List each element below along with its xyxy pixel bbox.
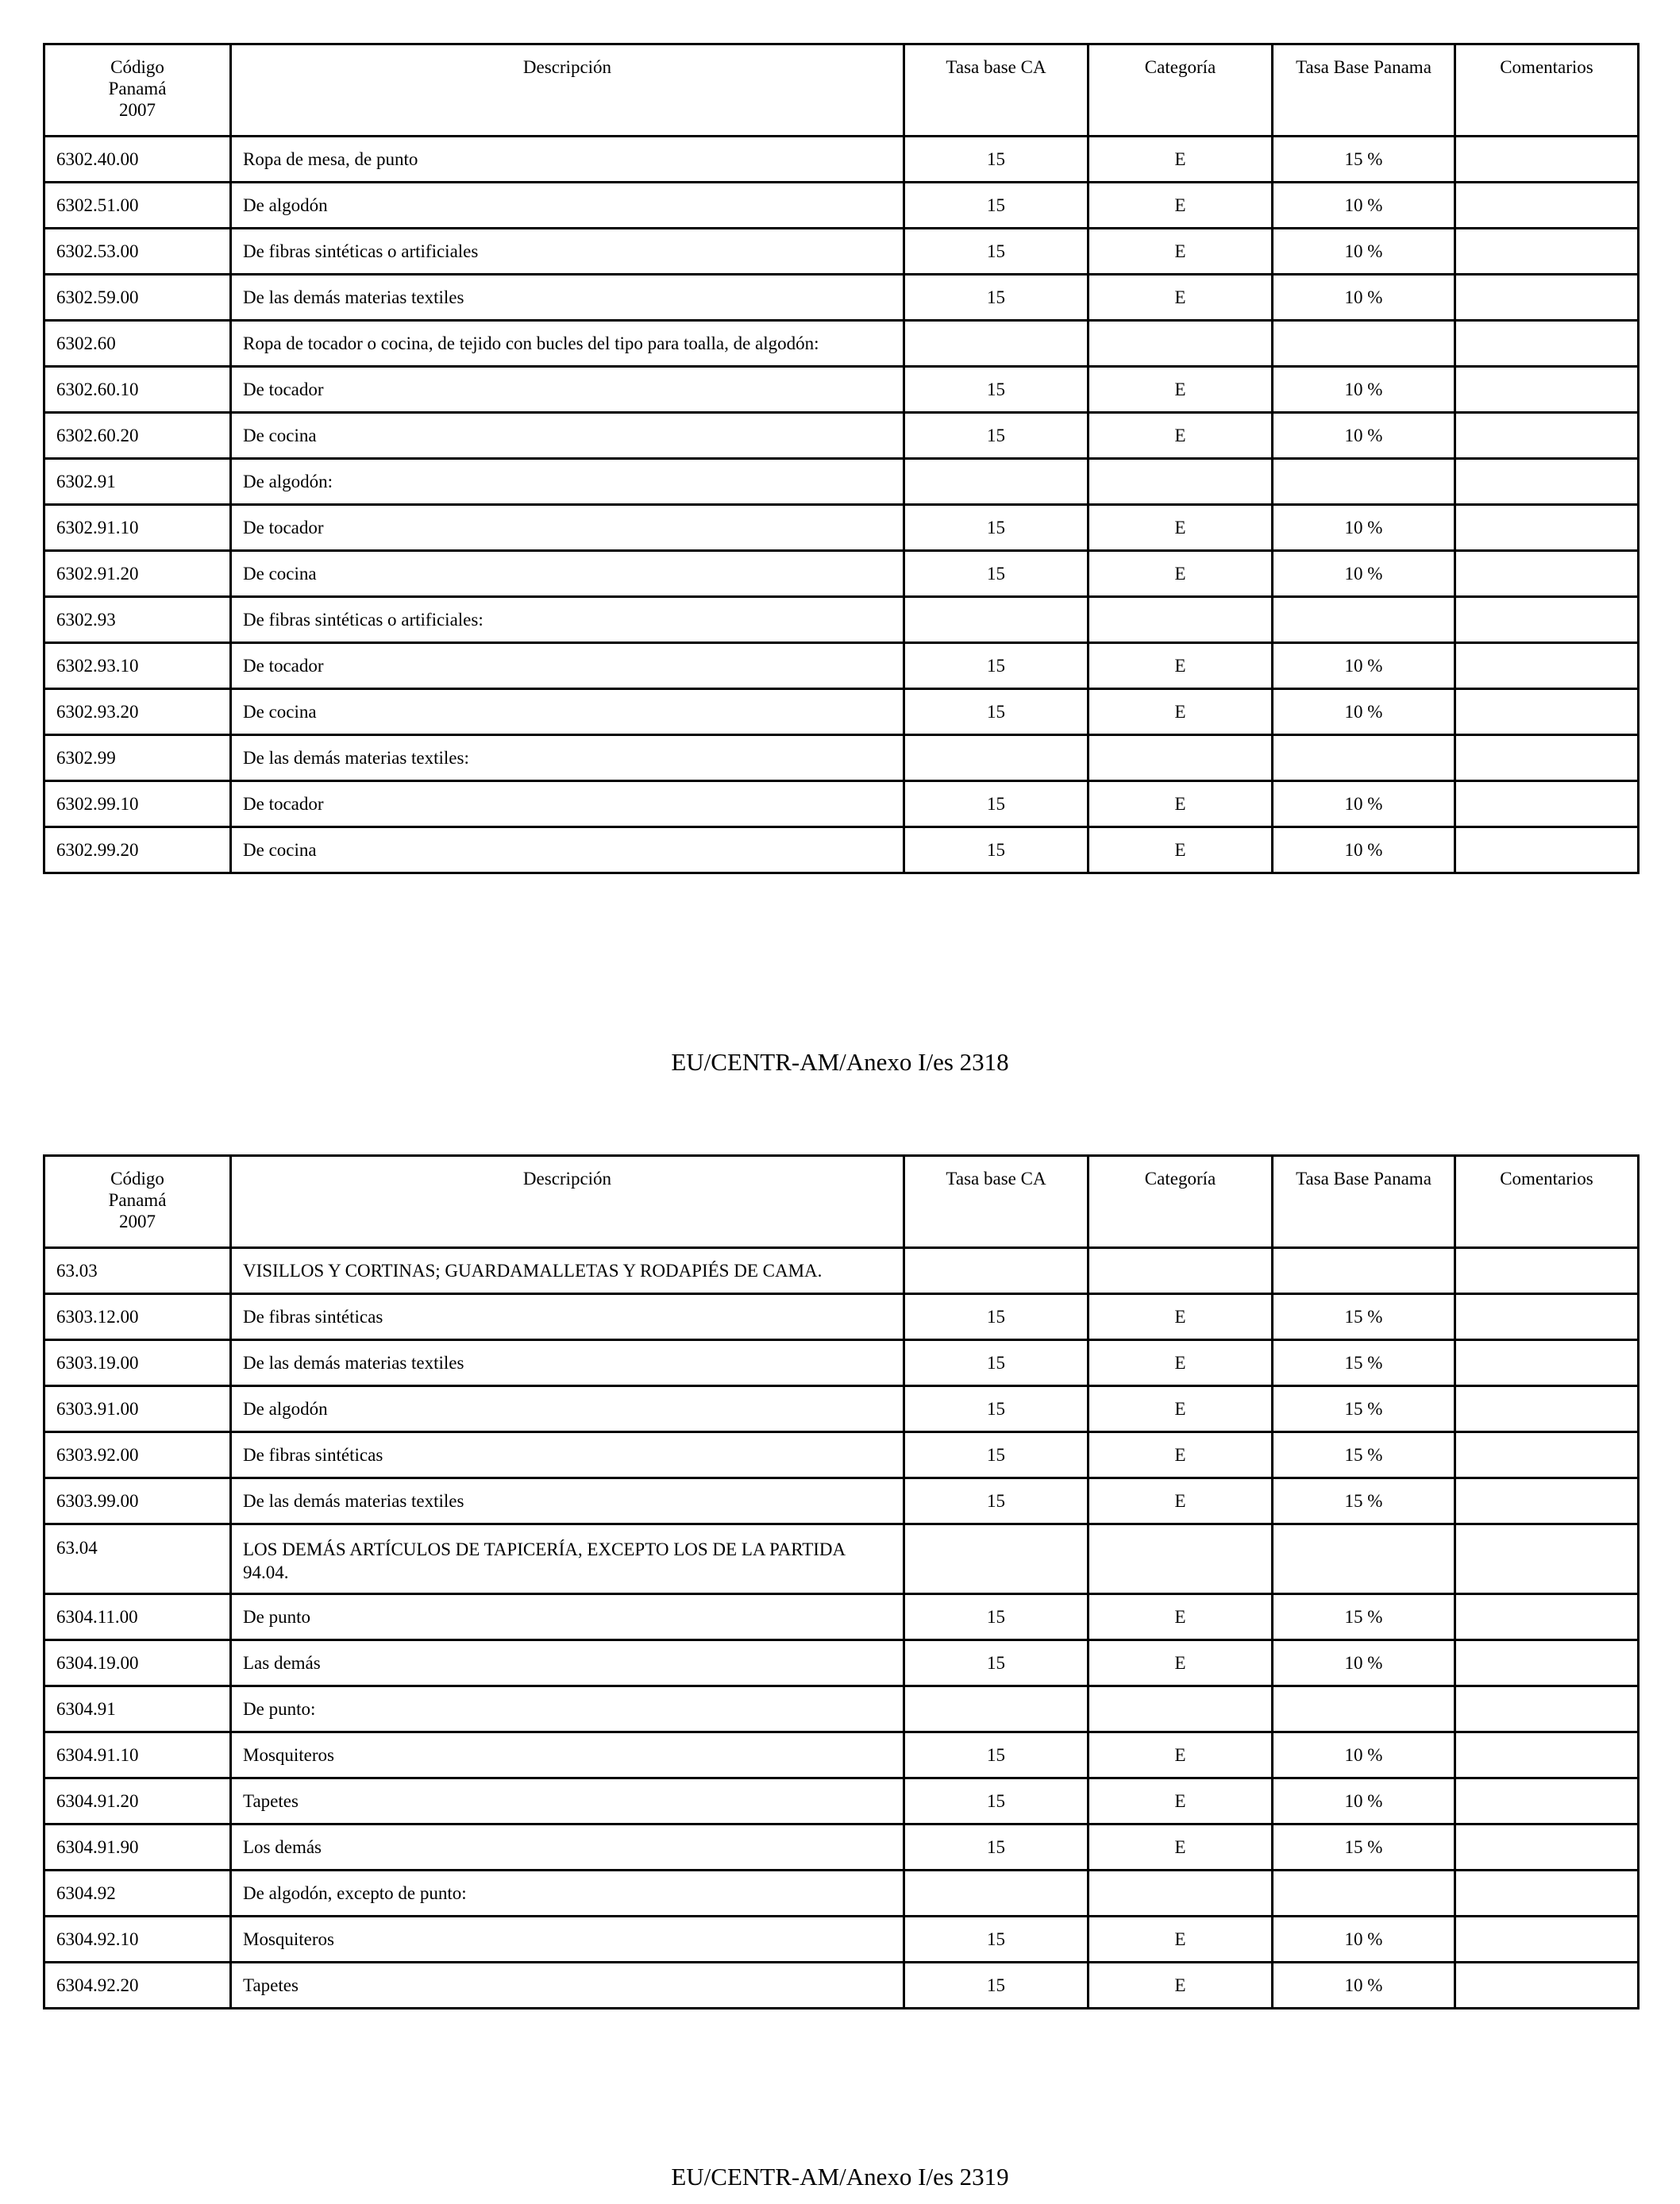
table-row [44, 1963, 1639, 2009]
cell-base-rate-panama: 10 % [1273, 183, 1455, 229]
cell-comments [1455, 551, 1639, 597]
cell-code: 6303.12.00 [44, 1294, 231, 1340]
cell-base-rate-ca: 15 [904, 1640, 1089, 1686]
table-row [44, 1294, 1639, 1340]
cell-description: De punto: [231, 1686, 904, 1732]
cell-category [1089, 735, 1273, 781]
cell-base-rate-ca: 15 [904, 1340, 1089, 1386]
cell-code: 6302.53.00 [44, 229, 231, 275]
cell-category: E [1089, 1340, 1273, 1386]
cell-description: De las demás materias textiles [231, 1478, 904, 1524]
cell-base-rate-panama: 15 % [1273, 1386, 1455, 1432]
header-code [44, 1156, 231, 1248]
cell-category [1089, 1524, 1273, 1594]
table-row [44, 1524, 1639, 1594]
table-row [44, 1386, 1639, 1432]
cell-category [1089, 321, 1273, 367]
cell-base-rate-panama: 10 % [1273, 413, 1455, 459]
table-row [44, 137, 1639, 183]
header-code-line: 2007 [119, 100, 156, 120]
table-row [44, 1917, 1639, 1963]
cell-base-rate-panama [1273, 1686, 1455, 1732]
cell-base-rate-panama: 10 % [1273, 367, 1455, 413]
table-row [44, 551, 1639, 597]
cell-code: 6302.99.10 [44, 781, 231, 827]
cell-base-rate-ca: 15 [904, 1594, 1089, 1640]
cell-description: De tocador [231, 643, 904, 689]
table-row [44, 321, 1639, 367]
table-row [44, 1432, 1639, 1478]
table-row [44, 689, 1639, 735]
table-header-row [44, 1156, 1639, 1248]
cell-description: De cocina [231, 413, 904, 459]
cell-base-rate-ca [904, 597, 1089, 643]
cell-code: 6303.92.00 [44, 1432, 231, 1478]
cell-code: 63.03 [44, 1248, 231, 1294]
cell-base-rate-ca [904, 1248, 1089, 1294]
cell-code: 6302.51.00 [44, 183, 231, 229]
cell-code: 6302.60.20 [44, 413, 231, 459]
cell-base-rate-panama: 15 % [1273, 1294, 1455, 1340]
cell-category: E [1089, 643, 1273, 689]
cell-description: Tapetes [231, 1778, 904, 1824]
cell-base-rate-panama [1273, 321, 1455, 367]
cell-description: De las demás materias textiles [231, 1340, 904, 1386]
table-body [44, 1248, 1639, 2009]
cell-comments [1455, 1594, 1639, 1640]
table-row [44, 229, 1639, 275]
cell-category: E [1089, 781, 1273, 827]
cell-description: De fibras sintéticas [231, 1294, 904, 1340]
cell-description: De tocador [231, 505, 904, 551]
page-footer-1: EU/CENTR-AM/Anexo I/es 2318 [671, 1048, 1009, 1076]
cell-category: E [1089, 367, 1273, 413]
cell-base-rate-panama [1273, 1871, 1455, 1917]
cell-category [1089, 1686, 1273, 1732]
cell-comments [1455, 229, 1639, 275]
cell-comments [1455, 1778, 1639, 1824]
cell-code: 6304.92 [44, 1871, 231, 1917]
cell-code: 63.04 [44, 1524, 231, 1594]
table-row [44, 1594, 1639, 1640]
cell-comments [1455, 1917, 1639, 1963]
cell-description: LOS DEMÁS ARTÍCULOS DE TAPICERÍA, EXCEPTO LOS DE LA PARTIDA 94.04. [231, 1524, 904, 1594]
cell-description: Las demás [231, 1640, 904, 1686]
table-row [44, 643, 1639, 689]
cell-base-rate-ca: 15 [904, 413, 1089, 459]
table-row [44, 505, 1639, 551]
cell-base-rate-panama [1273, 1248, 1455, 1294]
cell-base-rate-panama: 10 % [1273, 275, 1455, 321]
cell-base-rate-panama [1273, 459, 1455, 505]
header-base-rate-ca: Tasa base CA [904, 44, 1089, 137]
cell-comments [1455, 459, 1639, 505]
cell-description: De algodón [231, 1386, 904, 1432]
cell-code: 6302.93.10 [44, 643, 231, 689]
cell-base-rate-panama: 10 % [1273, 1917, 1455, 1963]
table-row [44, 1478, 1639, 1524]
header-code-line: Código [110, 1169, 164, 1189]
cell-code: 6304.11.00 [44, 1594, 231, 1640]
cell-base-rate-ca: 15 [904, 183, 1089, 229]
cell-comments [1455, 1386, 1639, 1432]
cell-category: E [1089, 1432, 1273, 1478]
cell-code: 6302.60.10 [44, 367, 231, 413]
cell-base-rate-ca: 15 [904, 1478, 1089, 1524]
cell-category: E [1089, 551, 1273, 597]
cell-base-rate-ca [904, 1524, 1089, 1594]
cell-description: Mosquiteros [231, 1732, 904, 1778]
cell-comments [1455, 1248, 1639, 1294]
cell-base-rate-ca: 15 [904, 1824, 1089, 1871]
cell-base-rate-ca: 15 [904, 827, 1089, 873]
cell-category [1089, 1248, 1273, 1294]
table-row [44, 1732, 1639, 1778]
header-category: Categoría [1089, 44, 1273, 137]
cell-category: E [1089, 1294, 1273, 1340]
page-footer-2: EU/CENTR-AM/Anexo I/es 2319 [671, 2163, 1009, 2191]
cell-category: E [1089, 1824, 1273, 1871]
cell-base-rate-panama: 10 % [1273, 689, 1455, 735]
table-row [44, 597, 1639, 643]
cell-category: E [1089, 1778, 1273, 1824]
cell-comments [1455, 1432, 1639, 1478]
table-row [44, 183, 1639, 229]
cell-base-rate-ca: 15 [904, 1963, 1089, 2009]
header-category: Categoría [1089, 1156, 1273, 1248]
cell-code: 6302.99 [44, 735, 231, 781]
table-row [44, 1248, 1639, 1294]
cell-description: Ropa de tocador o cocina, de tejido con bucles del tipo para toalla, de algodón: [231, 321, 904, 367]
cell-category [1089, 1871, 1273, 1917]
header-base-rate-panama: Tasa Base Panama [1273, 1156, 1455, 1248]
cell-comments [1455, 781, 1639, 827]
cell-category: E [1089, 1478, 1273, 1524]
cell-code: 6302.60 [44, 321, 231, 367]
header-base-rate-panama: Tasa Base Panama [1273, 44, 1455, 137]
table-row [44, 827, 1639, 873]
cell-base-rate-panama: 10 % [1273, 1963, 1455, 2009]
cell-category: E [1089, 1963, 1273, 2009]
table-row [44, 781, 1639, 827]
cell-comments [1455, 275, 1639, 321]
cell-comments [1455, 367, 1639, 413]
cell-description: De punto [231, 1594, 904, 1640]
cell-base-rate-ca [904, 735, 1089, 781]
cell-category: E [1089, 689, 1273, 735]
cell-code: 6302.59.00 [44, 275, 231, 321]
cell-category: E [1089, 229, 1273, 275]
cell-comments [1455, 1824, 1639, 1871]
cell-comments [1455, 505, 1639, 551]
cell-base-rate-panama [1273, 735, 1455, 781]
cell-description: De algodón: [231, 459, 904, 505]
cell-base-rate-panama: 15 % [1273, 1594, 1455, 1640]
table-row [44, 1340, 1639, 1386]
cell-base-rate-ca: 15 [904, 1778, 1089, 1824]
cell-description: De algodón, excepto de punto: [231, 1871, 904, 1917]
table-body [44, 137, 1639, 873]
cell-comments [1455, 1340, 1639, 1386]
cell-description: VISILLOS Y CORTINAS; GUARDAMALLETAS Y RODAPIÉS DE CAMA. [231, 1248, 904, 1294]
cell-description: De cocina [231, 689, 904, 735]
table-row [44, 459, 1639, 505]
cell-category: E [1089, 183, 1273, 229]
cell-code: 6302.91.20 [44, 551, 231, 597]
cell-comments [1455, 1871, 1639, 1917]
header-code-line: 2007 [119, 1212, 156, 1231]
cell-comments [1455, 1640, 1639, 1686]
cell-code: 6302.93.20 [44, 689, 231, 735]
cell-base-rate-panama: 10 % [1273, 551, 1455, 597]
tariff-table-1 [43, 43, 1640, 874]
cell-code: 6304.91.10 [44, 1732, 231, 1778]
cell-comments [1455, 1686, 1639, 1732]
cell-description: De fibras sintéticas o artificiales: [231, 597, 904, 643]
cell-base-rate-panama: 15 % [1273, 1340, 1455, 1386]
cell-code: 6303.19.00 [44, 1340, 231, 1386]
cell-base-rate-panama [1273, 597, 1455, 643]
table-row [44, 413, 1639, 459]
cell-description: De las demás materias textiles: [231, 735, 904, 781]
cell-base-rate-ca [904, 321, 1089, 367]
cell-comments [1455, 1478, 1639, 1524]
cell-code: 6302.99.20 [44, 827, 231, 873]
cell-category: E [1089, 137, 1273, 183]
cell-base-rate-panama: 10 % [1273, 229, 1455, 275]
cell-base-rate-ca: 15 [904, 1386, 1089, 1432]
cell-description: De cocina [231, 551, 904, 597]
cell-code: 6304.19.00 [44, 1640, 231, 1686]
header-comments: Comentarios [1455, 44, 1639, 137]
cell-category: E [1089, 505, 1273, 551]
cell-base-rate-panama: 10 % [1273, 643, 1455, 689]
table-row [44, 1778, 1639, 1824]
cell-base-rate-panama: 10 % [1273, 827, 1455, 873]
header-code [44, 44, 231, 137]
cell-comments [1455, 597, 1639, 643]
cell-base-rate-panama: 10 % [1273, 1778, 1455, 1824]
cell-category: E [1089, 1386, 1273, 1432]
header-code-line: Código [110, 57, 164, 77]
cell-comments [1455, 1732, 1639, 1778]
cell-code: 6304.91.90 [44, 1824, 231, 1871]
cell-base-rate-ca: 15 [904, 551, 1089, 597]
cell-comments [1455, 183, 1639, 229]
cell-comments [1455, 827, 1639, 873]
cell-base-rate-panama: 10 % [1273, 1732, 1455, 1778]
cell-base-rate-ca: 15 [904, 275, 1089, 321]
cell-base-rate-ca: 15 [904, 367, 1089, 413]
cell-description: Ropa de mesa, de punto [231, 137, 904, 183]
cell-code: 6304.92.20 [44, 1963, 231, 2009]
header-description: Descripción [231, 44, 904, 137]
table-row [44, 1640, 1639, 1686]
cell-description: De algodón [231, 183, 904, 229]
cell-comments [1455, 137, 1639, 183]
table-row [44, 1686, 1639, 1732]
cell-base-rate-ca: 15 [904, 229, 1089, 275]
cell-base-rate-panama: 10 % [1273, 505, 1455, 551]
cell-code: 6304.91 [44, 1686, 231, 1732]
cell-category: E [1089, 275, 1273, 321]
cell-comments [1455, 1294, 1639, 1340]
cell-base-rate-panama: 15 % [1273, 1432, 1455, 1478]
cell-description: Tapetes [231, 1963, 904, 2009]
cell-base-rate-ca [904, 1686, 1089, 1732]
cell-comments [1455, 321, 1639, 367]
cell-code: 6302.40.00 [44, 137, 231, 183]
cell-category: E [1089, 1732, 1273, 1778]
cell-base-rate-ca: 15 [904, 1917, 1089, 1963]
cell-category [1089, 597, 1273, 643]
cell-base-rate-panama [1273, 1524, 1455, 1594]
table-row [44, 1824, 1639, 1871]
header-comments: Comentarios [1455, 1156, 1639, 1248]
cell-comments [1455, 1524, 1639, 1594]
table-row [44, 1871, 1639, 1917]
cell-comments [1455, 735, 1639, 781]
cell-category: E [1089, 1917, 1273, 1963]
cell-comments [1455, 689, 1639, 735]
cell-category [1089, 459, 1273, 505]
cell-description: De tocador [231, 367, 904, 413]
tariff-table-2 [43, 1154, 1640, 2009]
cell-category: E [1089, 1640, 1273, 1686]
cell-base-rate-panama: 10 % [1273, 1640, 1455, 1686]
cell-code: 6302.93 [44, 597, 231, 643]
cell-base-rate-ca: 15 [904, 643, 1089, 689]
cell-base-rate-ca [904, 1871, 1089, 1917]
cell-base-rate-ca: 15 [904, 689, 1089, 735]
header-code-line: Panamá [108, 1190, 167, 1210]
cell-base-rate-ca: 15 [904, 137, 1089, 183]
cell-comments [1455, 413, 1639, 459]
cell-code: 6303.91.00 [44, 1386, 231, 1432]
cell-code: 6302.91.10 [44, 505, 231, 551]
header-base-rate-ca: Tasa base CA [904, 1156, 1089, 1248]
cell-base-rate-ca: 15 [904, 1432, 1089, 1478]
cell-description: De fibras sintéticas o artificiales [231, 229, 904, 275]
cell-description: De tocador [231, 781, 904, 827]
table-header-row [44, 44, 1639, 137]
cell-base-rate-ca: 15 [904, 1732, 1089, 1778]
cell-base-rate-panama: 10 % [1273, 781, 1455, 827]
cell-base-rate-panama: 15 % [1273, 1824, 1455, 1871]
header-description: Descripción [231, 1156, 904, 1248]
cell-base-rate-ca: 15 [904, 781, 1089, 827]
cell-code: 6302.91 [44, 459, 231, 505]
header-code-line: Panamá [108, 79, 167, 98]
cell-code: 6304.92.10 [44, 1917, 231, 1963]
cell-description: Mosquiteros [231, 1917, 904, 1963]
cell-category: E [1089, 827, 1273, 873]
cell-description: Los demás [231, 1824, 904, 1871]
cell-base-rate-ca: 15 [904, 1294, 1089, 1340]
cell-code: 6304.91.20 [44, 1778, 231, 1824]
cell-base-rate-ca [904, 459, 1089, 505]
cell-category: E [1089, 413, 1273, 459]
cell-description: De las demás materias textiles [231, 275, 904, 321]
table-row [44, 735, 1639, 781]
cell-base-rate-ca: 15 [904, 505, 1089, 551]
cell-description: De fibras sintéticas [231, 1432, 904, 1478]
cell-category: E [1089, 1594, 1273, 1640]
table-row [44, 275, 1639, 321]
cell-comments [1455, 1963, 1639, 2009]
cell-description: De cocina [231, 827, 904, 873]
cell-code: 6303.99.00 [44, 1478, 231, 1524]
table-row [44, 367, 1639, 413]
cell-base-rate-panama: 15 % [1273, 137, 1455, 183]
cell-base-rate-panama: 15 % [1273, 1478, 1455, 1524]
cell-comments [1455, 643, 1639, 689]
